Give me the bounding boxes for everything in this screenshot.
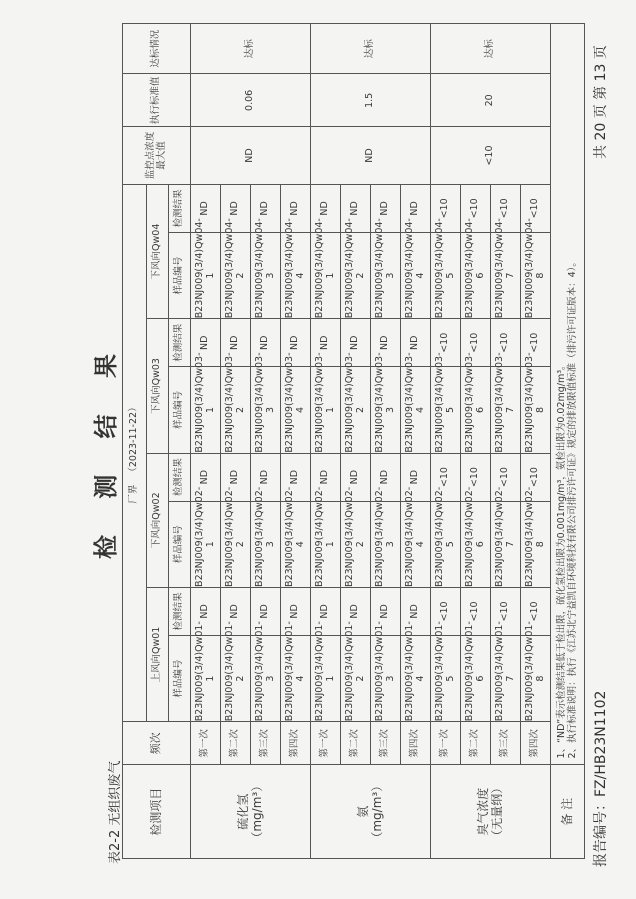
header-point-1: 上风向Qw01 — [147, 587, 169, 721]
sample-id-cell: B23NJ009(3/4)Qw01-1 — [191, 635, 221, 721]
result-cell: ND — [371, 453, 401, 501]
result-cell: <10 — [431, 184, 461, 232]
result-cell: ND — [401, 453, 431, 501]
sample-id-cell: B23NJ009(3/4)Qw04-3 — [371, 232, 401, 318]
result-cell: ND — [311, 319, 341, 367]
result-cell: ND — [281, 587, 311, 635]
sample-id-cell: B23NJ009(3/4)Qw03-8 — [521, 367, 551, 453]
item-name: 硫化氢 — [235, 793, 250, 830]
result-cell: ND — [191, 184, 221, 232]
sample-id-cell: B23NJ009(3/4)Qw01-3 — [251, 635, 281, 721]
sample-id-cell: B23NJ009(3/4)Qw01-4 — [281, 635, 311, 721]
frequency-cell: 第三次 — [251, 722, 281, 765]
frequency-cell: 第三次 — [491, 722, 521, 765]
result-cell: ND — [191, 587, 221, 635]
sample-id-cell: B23NJ009(3/4)Qw01-4 — [401, 635, 431, 721]
result-cell: ND — [191, 453, 221, 501]
sample-id-cell: B23NJ009(3/4)Qw02-2 — [341, 501, 371, 587]
item-unit: （mg/m³） — [249, 779, 264, 844]
sample-id-cell: B23NJ009(3/4)Qw03-2 — [221, 367, 251, 453]
frequency-cell: 第四次 — [281, 722, 311, 765]
sub-sample-4: 样品编号 — [169, 232, 191, 318]
sample-id-cell: B23NJ009(3/4)Qw04-1 — [311, 232, 341, 318]
result-cell: ND — [251, 319, 281, 367]
result-cell: <10 — [491, 184, 521, 232]
sample-id-cell: B23NJ009(3/4)Qw04-5 — [431, 232, 461, 318]
item-unit: （mg/m³） — [369, 779, 384, 844]
remarks-label: 备 注 — [551, 765, 585, 859]
header-point-4: 下风向Qw04 — [147, 184, 169, 318]
sample-id-cell: B23NJ009(3/4)Qw04-2 — [341, 232, 371, 318]
result-cell: ND — [251, 184, 281, 232]
result-cell: <10 — [491, 587, 521, 635]
sample-id-cell: B23NJ009(3/4)Qw04-4 — [281, 232, 311, 318]
result-cell: ND — [191, 319, 221, 367]
sample-id-cell: B23NJ009(3/4)Qw01-3 — [371, 635, 401, 721]
max-value-cell: <10 — [431, 127, 551, 185]
status-cell: 达标 — [311, 24, 431, 74]
limit-value-cell: 20 — [431, 74, 551, 127]
frequency-cell: 第二次 — [221, 722, 251, 765]
result-cell: <10 — [461, 587, 491, 635]
result-cell: ND — [401, 587, 431, 635]
sub-sample-3: 样品编号 — [169, 367, 191, 453]
frequency-cell: 第二次 — [461, 722, 491, 765]
sample-id-cell: B23NJ009(3/4)Qw01-6 — [461, 635, 491, 721]
frequency-cell: 第一次 — [431, 722, 461, 765]
sub-sample-2: 样品编号 — [169, 501, 191, 587]
sample-id-cell: B23NJ009(3/4)Qw03-4 — [281, 367, 311, 453]
header-plant — [123, 184, 147, 721]
table-row — [311, 24, 341, 859]
max-value-cell: ND — [311, 127, 431, 185]
sub-result-4: 检测结果 — [169, 184, 191, 232]
page-number: 共 20 页 第 13 页 — [593, 45, 609, 159]
limit-value-cell: 1.5 — [311, 74, 431, 127]
remarks-row — [551, 24, 585, 859]
sample-id-cell: B23NJ009(3/4)Qw01-2 — [341, 635, 371, 721]
frequency-cell: 第四次 — [401, 722, 431, 765]
result-cell: ND — [311, 453, 341, 501]
sample-id-cell: B23NJ009(3/4)Qw02-7 — [491, 501, 521, 587]
table-row — [431, 24, 461, 859]
result-cell: ND — [311, 184, 341, 232]
sample-id-cell: B23NJ009(3/4)Qw01-5 — [431, 635, 461, 721]
result-cell: ND — [341, 453, 371, 501]
sample-id-cell: B23NJ009(3/4)Qw02-3 — [371, 501, 401, 587]
result-cell: <10 — [521, 587, 551, 635]
item-name: 臭气浓度 — [475, 787, 490, 836]
result-cell: ND — [341, 587, 371, 635]
sample-id-cell: B23NJ009(3/4)Qw03-7 — [491, 367, 521, 453]
sample-id-cell: B23NJ009(3/4)Qw03-1 — [191, 367, 221, 453]
sample-id-cell: B23NJ009(3/4)Qw02-6 — [461, 501, 491, 587]
frequency-cell: 第一次 — [311, 722, 341, 765]
sample-id-cell: B23NJ009(3/4)Qw03-1 — [311, 367, 341, 453]
result-cell: <10 — [461, 319, 491, 367]
plant-label: 厂界 — [128, 484, 140, 504]
sub-sample-1: 样品编号 — [169, 635, 191, 721]
header-limit: 执行标准值 — [123, 74, 191, 127]
result-cell: <10 — [491, 319, 521, 367]
result-cell: <10 — [461, 184, 491, 232]
sample-id-cell: B23NJ009(3/4)Qw04-7 — [491, 232, 521, 318]
sample-id-cell: B23NJ009(3/4)Qw01-2 — [221, 635, 251, 721]
result-cell: ND — [251, 587, 281, 635]
result-cell: ND — [281, 319, 311, 367]
header-status: 达标情况 — [123, 24, 191, 74]
sample-id-cell: B23NJ009(3/4)Qw04-4 — [401, 232, 431, 318]
sample-id-cell: B23NJ009(3/4)Qw03-5 — [431, 367, 461, 453]
result-cell: <10 — [461, 453, 491, 501]
result-cell: <10 — [521, 184, 551, 232]
result-cell: <10 — [431, 319, 461, 367]
max-value-cell: ND — [191, 127, 311, 185]
result-cell: ND — [281, 184, 311, 232]
sample-id-cell: B23NJ009(3/4)Qw02-1 — [191, 501, 221, 587]
sample-id-cell: B23NJ009(3/4)Qw04-8 — [521, 232, 551, 318]
result-cell: ND — [401, 184, 431, 232]
sub-result-3: 检测结果 — [169, 319, 191, 367]
page-title: 检 测 结 果 — [92, 339, 120, 560]
result-cell: ND — [371, 184, 401, 232]
frequency-cell: 第一次 — [191, 722, 221, 765]
sample-id-cell: B23NJ009(3/4)Qw04-2 — [221, 232, 251, 318]
result-cell: ND — [341, 319, 371, 367]
result-cell: <10 — [521, 453, 551, 501]
sample-id-cell: B23NJ009(3/4)Qw02-5 — [431, 501, 461, 587]
result-cell: <10 — [431, 453, 461, 501]
sub-result-1: 检测结果 — [169, 587, 191, 635]
result-cell: ND — [221, 587, 251, 635]
sample-id-cell: B23NJ009(3/4)Qw04-6 — [461, 232, 491, 318]
sample-id-cell: B23NJ009(3/4)Qw02-2 — [221, 501, 251, 587]
result-cell: ND — [221, 453, 251, 501]
report-number: 报告编号：FZ/HB23N1102 — [593, 690, 609, 867]
result-cell: ND — [221, 184, 251, 232]
result-cell: ND — [341, 184, 371, 232]
results-table — [122, 23, 585, 859]
result-cell: ND — [221, 319, 251, 367]
result-cell: ND — [371, 319, 401, 367]
frequency-cell: 第三次 — [371, 722, 401, 765]
status-cell: 达标 — [191, 24, 311, 74]
sample-id-cell: B23NJ009(3/4)Qw01-7 — [491, 635, 521, 721]
result-cell: <10 — [491, 453, 521, 501]
item-cell — [431, 765, 551, 859]
sample-id-cell: B23NJ009(3/4)Qw03-3 — [251, 367, 281, 453]
sample-id-cell: B23NJ009(3/4)Qw02-3 — [251, 501, 281, 587]
frequency-cell: 第二次 — [341, 722, 371, 765]
remark-line-1: 1、“ND”表示检测结果低于检出限，硫化氢检出限为0.001mg/m³，氨检出限为0.02mg/m³。 — [555, 360, 567, 759]
limit-value-cell: 0.06 — [191, 74, 311, 127]
result-cell: ND — [281, 453, 311, 501]
sub-result-2: 检测结果 — [169, 453, 191, 501]
header-max: 监控点浓度最大值 — [123, 127, 191, 185]
frequency-cell: 第四次 — [521, 722, 551, 765]
sample-id-cell: B23NJ009(3/4)Qw01-1 — [311, 635, 341, 721]
sample-id-cell: B23NJ009(3/4)Qw03-2 — [341, 367, 371, 453]
sample-id-cell: B23NJ009(3/4)Qw04-1 — [191, 232, 221, 318]
sample-id-cell: B23NJ009(3/4)Qw03-3 — [371, 367, 401, 453]
sample-id-cell: B23NJ009(3/4)Qw01-8 — [521, 635, 551, 721]
header-point-3: 下风向Qw03 — [147, 319, 169, 453]
table-row — [191, 24, 221, 859]
sample-id-cell: B23NJ009(3/4)Qw03-6 — [461, 367, 491, 453]
item-cell — [311, 765, 431, 859]
result-cell: <10 — [521, 319, 551, 367]
sample-id-cell: B23NJ009(3/4)Qw02-4 — [281, 501, 311, 587]
result-cell: ND — [251, 453, 281, 501]
table-caption: 表2-2 无组织废气 — [108, 760, 123, 864]
sample-id-cell: B23NJ009(3/4)Qw03-4 — [401, 367, 431, 453]
plant-date: （2023-11-22） — [128, 402, 140, 477]
item-cell — [191, 765, 311, 859]
item-unit: （无量纲） — [489, 781, 504, 842]
header-frequency: 频次 — [123, 722, 191, 765]
sample-id-cell: B23NJ009(3/4)Qw04-3 — [251, 232, 281, 318]
result-cell: ND — [371, 587, 401, 635]
sample-id-cell: B23NJ009(3/4)Qw02-4 — [401, 501, 431, 587]
sample-id-cell: B23NJ009(3/4)Qw02-1 — [311, 501, 341, 587]
result-cell: ND — [401, 319, 431, 367]
header-item: 检测项目 — [123, 765, 191, 859]
result-cell: <10 — [431, 587, 461, 635]
item-name: 氨 — [355, 805, 370, 818]
result-cell: ND — [311, 587, 341, 635]
remarks-text — [551, 24, 585, 765]
sample-id-cell: B23NJ009(3/4)Qw02-8 — [521, 501, 551, 587]
status-cell: 达标 — [431, 24, 551, 74]
remark-line-2: 2、执行标准说明：执行《江苏北宁益凯自环境科技有限公司排污许可证》规定的排放限值标准（排污许可证版本：4）。 — [566, 257, 578, 759]
header-point-2: 下风向Qw02 — [147, 453, 169, 587]
